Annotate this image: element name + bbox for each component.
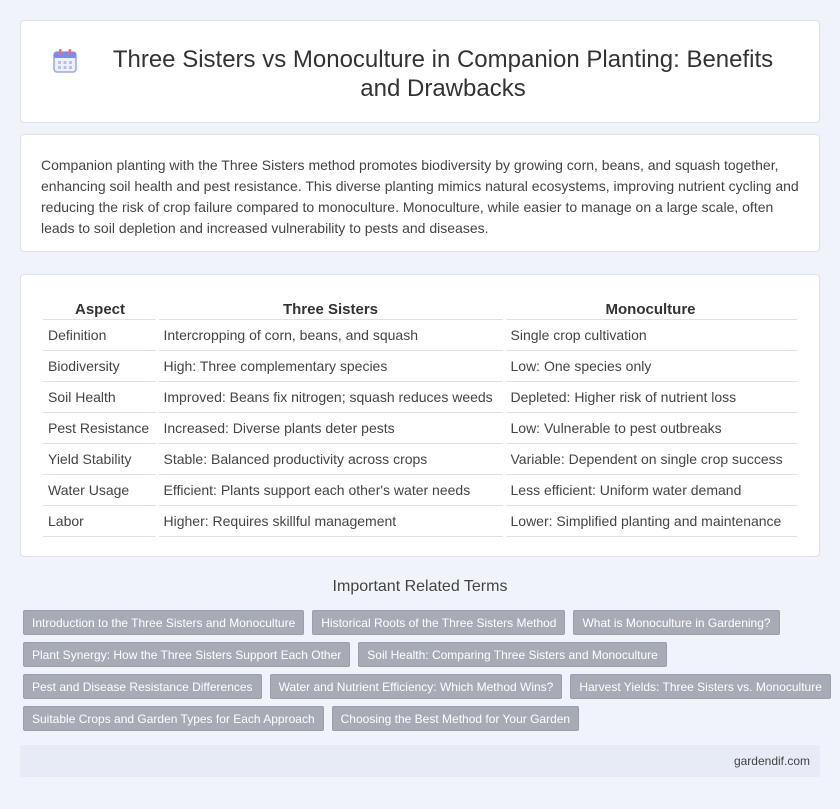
related-term-tag[interactable]: Pest and Disease Resistance Differences: [23, 674, 262, 699]
header-monoculture: Monoculture: [605, 300, 696, 318]
aspect-cell: Water Usage: [43, 474, 157, 505]
related-term-tag[interactable]: Soil Health: Comparing Three Sisters and Monoculture: [358, 642, 667, 667]
related-terms-title: Important Related Terms: [332, 578, 508, 595]
footer: [20, 745, 820, 777]
calendar-icon: [51, 47, 79, 75]
related-term-tag[interactable]: Historical Roots of the Three Sisters Method: [312, 610, 565, 635]
table-row: [43, 505, 797, 536]
comparison-table-card: [20, 274, 820, 557]
comparison-table: [43, 295, 797, 537]
three-sisters-cell: Increased: Diverse plants deter pests: [157, 412, 504, 443]
aspect-cell: Pest Resistance: [43, 412, 157, 443]
three-sisters-cell: Intercropping of corn, beans, and squash: [157, 319, 504, 350]
three-sisters-cell: Improved: Beans fix nitrogen; squash reduces weeds: [157, 381, 504, 412]
footer-site-link[interactable]: gardendif.com: [733, 754, 810, 768]
monoculture-cell: Less efficient: Uniform water demand: [504, 474, 797, 505]
aspect-cell: Yield Stability: [43, 443, 157, 474]
related-terms-tags: [23, 610, 823, 738]
three-sisters-cell: High: Three complementary species: [157, 350, 504, 381]
aspect-cell: Labor: [43, 505, 157, 536]
intro-paragraph: Companion planting with the Three Sisters method promotes biodiversity by growing corn, beans, and squash together, enhancing soil health and pest resistance. This diverse planting mimics natural ecosystems, improving nutrient cycling and reducing the risk of crop failure compared to monoculture. Monoculture, while easier to manage on a large scale, often leads to soil depletion and increased vulnerability to pests and diseases.: [41, 157, 799, 236]
three-sisters-cell: Efficient: Plants support each other's water needs: [157, 474, 504, 505]
three-sisters-cell: Higher: Requires skillful management: [157, 505, 504, 536]
monoculture-cell: Low: Vulnerable to pest outbreaks: [504, 412, 797, 443]
related-term-tag[interactable]: Choosing the Best Method for Your Garden: [332, 706, 579, 731]
page-title: Three Sisters vs Monoculture in Companion Planting: Benefits and Drawbacks: [112, 46, 774, 102]
header-aspect: Aspect: [74, 300, 126, 318]
table-row: [43, 412, 797, 443]
related-term-tag[interactable]: Plant Synergy: How the Three Sisters Support Each Other: [23, 642, 350, 667]
table-row: [43, 319, 797, 350]
aspect-cell: Biodiversity: [43, 350, 157, 381]
monoculture-cell: Variable: Dependent on single crop success: [504, 443, 797, 474]
intro-card: [20, 134, 820, 252]
table-row: [43, 381, 797, 412]
monoculture-cell: Depleted: Higher risk of nutrient loss: [504, 381, 797, 412]
monoculture-cell: Single crop cultivation: [504, 319, 797, 350]
title-card: [20, 20, 820, 123]
monoculture-cell: Low: One species only: [504, 350, 797, 381]
aspect-cell: Definition: [43, 319, 157, 350]
related-term-tag[interactable]: What is Monoculture in Gardening?: [573, 610, 779, 635]
table-row: [43, 443, 797, 474]
related-term-tag[interactable]: Water and Nutrient Efficiency: Which Method Wins?: [270, 674, 563, 699]
monoculture-cell: Lower: Simplified planting and maintenance: [504, 505, 797, 536]
table-row: [43, 350, 797, 381]
aspect-cell: Soil Health: [43, 381, 157, 412]
three-sisters-cell: Stable: Balanced productivity across crops: [157, 443, 504, 474]
table-row: [43, 474, 797, 505]
related-term-tag[interactable]: Harvest Yields: Three Sisters vs. Monoculture: [570, 674, 831, 699]
related-term-tag[interactable]: Suitable Crops and Garden Types for Each Approach: [23, 706, 324, 731]
related-term-tag[interactable]: Introduction to the Three Sisters and Monoculture: [23, 610, 304, 635]
table-header-row: [43, 295, 797, 319]
header-three-sisters: Three Sisters: [282, 300, 379, 318]
